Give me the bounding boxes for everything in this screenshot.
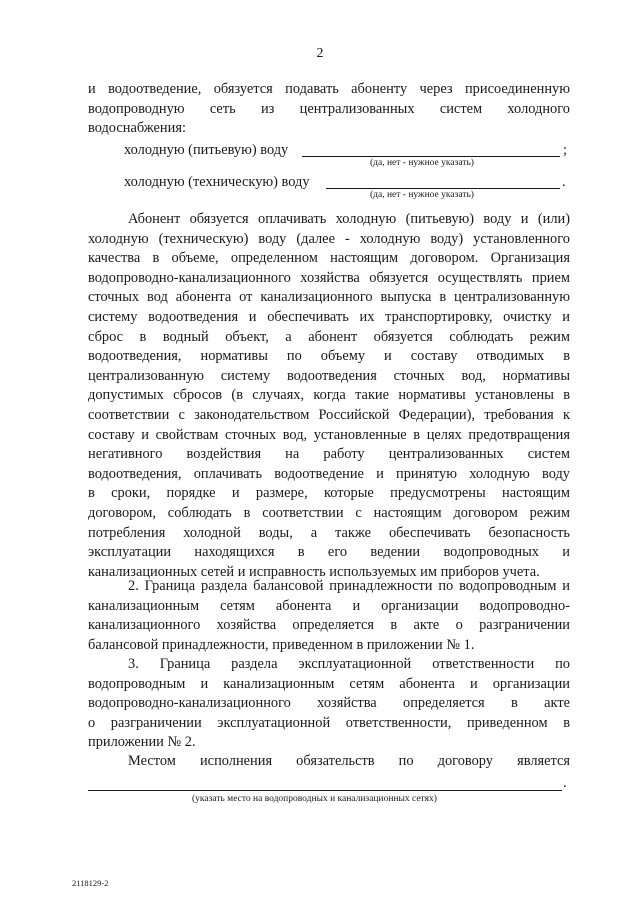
- text-line: водоснабжения:: [88, 120, 186, 137]
- cold-drinking-end: ;: [563, 142, 567, 158]
- page-number: 2: [316, 46, 324, 61]
- place-end: .: [563, 775, 567, 791]
- text-line: в сроки, порядке и размере, которые предусмотрены настоящим: [88, 485, 570, 502]
- text-line: допустимых сбросов (в случаях, когда такие нормативы установлены в: [88, 387, 570, 404]
- place-paragraph: [88, 752, 570, 772]
- cold-drinking-label: холодную (питьевую) воду: [124, 142, 289, 158]
- text-line: холодную (техническую) воду (далее - холодную воду) установленного: [88, 230, 570, 247]
- text-line: водоотведения, оплачивать водоотведение и принятую холодную воду: [88, 465, 570, 482]
- text-line: канализационным сетям абонента и организации водопроводно-: [88, 597, 570, 614]
- text-line: качества в объеме, определенном настоящим договором. Организация: [88, 250, 570, 267]
- document-code: 2118129-2: [72, 878, 109, 888]
- text-line: систему водоотведения и обеспечивать их транспортировку, очистку и: [88, 308, 570, 325]
- intro-text: [88, 80, 570, 139]
- text-line: сточных вод абонента от канализационного выпуска в централизованную: [88, 289, 570, 306]
- cold-drinking-field[interactable]: [302, 156, 560, 157]
- text-line: водопроводно-канализационного хозяйства определяется в акте: [88, 695, 570, 712]
- text-line: водопроводно-канализационного хозяйства обязуется осуществлять прием: [88, 269, 570, 286]
- text-line: балансовой принадлежности, приведенном в приложении № 1.: [88, 636, 475, 653]
- cold-technical-label: холодную (техническую) воду: [124, 174, 310, 190]
- text-line: водоотведения, нормативы по объему и составу отводимых в: [88, 348, 570, 365]
- text-line: 2. Граница раздела балансовой принадлежности по водопроводным и: [128, 578, 570, 594]
- text-line: о разграничении эксплуатационной ответственности, приведенном в: [88, 714, 570, 731]
- text-line: приложении № 2.: [88, 734, 196, 751]
- text-line: и водоотведение, обязуется подавать абоненту через присоединенную: [88, 81, 570, 97]
- text-line: водопроводным и канализационным сетям абонента и организации: [88, 675, 570, 692]
- text-line: Абонент обязуется оплачивать холодную (питьевую) воду и (или): [128, 211, 570, 227]
- text-line: договором, соблюдать в соответствии с настоящим договором режим: [88, 504, 570, 521]
- text-line: 3. Граница раздела эксплуатационной ответственности по: [128, 656, 570, 672]
- place-hint: (указать место на водопроводных и канализационных сетях): [192, 794, 437, 804]
- text-line: канализационного хозяйства определяется в акте о разграничении: [88, 617, 570, 634]
- text-line: потребления холодной воды, а также обеспечивать безопасность: [88, 524, 570, 541]
- cold-drinking-hint: (да, нет - нужное указать): [370, 158, 474, 168]
- cold-technical-end: .: [562, 174, 566, 190]
- place-field[interactable]: [88, 790, 562, 791]
- paragraph-3: [88, 655, 570, 753]
- text-line: водопроводную сеть из централизованных систем холодного: [88, 100, 570, 117]
- text-line: сброс в водный объект, а абонент обязуется соблюдать режим: [88, 328, 570, 345]
- paragraph-subscriber: [88, 210, 570, 582]
- text-line: соответствии с законодательством Российской Федерации), требования к: [88, 406, 570, 423]
- cold-technical-field[interactable]: [326, 188, 560, 189]
- text-line: Местом исполнения обязательств по договору является: [128, 753, 570, 769]
- paragraph-2: [88, 577, 570, 655]
- cold-technical-hint: (да, нет - нужное указать): [370, 190, 474, 200]
- text-line: составу и свойствам сточных вод, установленные в целях предотвращения: [88, 426, 570, 443]
- text-line: канализационных сетей и исправность используемых им приборов учета.: [88, 563, 540, 580]
- text-line: централизованную систему водоотведения сточных вод, нормативы: [88, 367, 570, 384]
- text-line: эксплуатации находящихся в его ведении водопроводных и: [88, 544, 570, 561]
- text-line: негативного воздействия на работу централизованных систем: [88, 446, 570, 463]
